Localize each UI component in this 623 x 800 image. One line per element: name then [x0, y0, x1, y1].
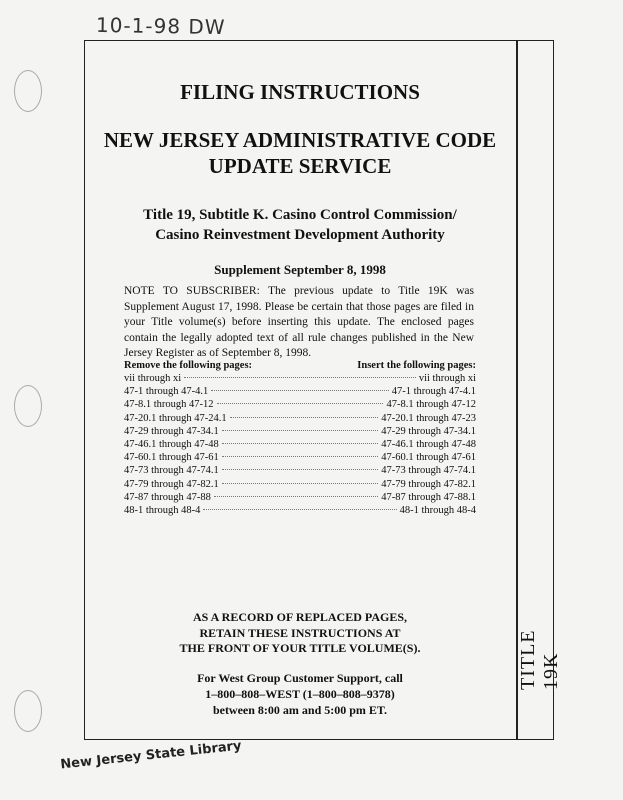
leader-dots	[217, 403, 384, 404]
table-row	[124, 439, 476, 452]
punch-hole	[14, 70, 42, 112]
insert-pages: vii through xi	[418, 373, 476, 384]
insert-pages: 47-29 through 47-34.1	[381, 425, 476, 437]
code-title-line: UPDATE SERVICE	[208, 154, 392, 178]
table-row	[124, 492, 476, 505]
leader-dots	[222, 456, 378, 457]
handwritten-date-note: 10-1-98 DW	[95, 12, 226, 40]
insert-pages: 47-20.1 through 47-23	[381, 412, 476, 424]
remove-pages: 47-29 through 47-34.1	[124, 425, 219, 437]
table-row	[124, 505, 476, 518]
remove-pages: 47-20.1 through 47-24.1	[124, 412, 227, 424]
subtitle-line: Title 19, Subtitle K. Casino Control Commission/	[143, 207, 457, 223]
insert-pages: 47-79 through 47-82.1	[381, 478, 476, 490]
leader-dots	[214, 496, 378, 497]
leader-dots	[230, 417, 379, 418]
record-line: THE FRONT OF YOUR TITLE VOLUME(S).	[179, 641, 421, 655]
table-row	[124, 399, 476, 412]
subtitle	[84, 205, 516, 245]
punch-hole	[14, 690, 42, 732]
customer-support	[84, 670, 516, 718]
insert-header: Insert the following pages:	[357, 360, 476, 371]
leader-dots	[203, 509, 396, 510]
support-line: For West Group Customer Support, call	[197, 671, 403, 685]
library-stamp: New Jersey State Library	[59, 738, 243, 773]
leader-dots	[184, 377, 416, 378]
insert-pages: 48-1 through 48-4	[399, 504, 476, 516]
remove-header: Remove the following pages:	[124, 360, 253, 371]
table-row	[124, 465, 476, 478]
table-row	[124, 373, 476, 386]
title-side-tab: TITLE 19K	[517, 629, 562, 690]
subscriber-note: NOTE TO SUBSCRIBER: The previous update to Title 19K was Supplement August 17, 1998. Please be certain that those pages are filed in your Title volume(s) before inserting this update. The enclosed pages contain the legally adopted text of all rule changes published in the New Jersey Register as of September 8, 1998.	[124, 285, 474, 359]
remove-pages: 47-73 through 47-74.1	[124, 465, 219, 477]
leader-dots	[222, 483, 378, 484]
insert-pages: 47-87 through 47-88.1	[381, 491, 476, 503]
leader-dots	[211, 390, 388, 391]
remove-pages: 47-1 through 47-4.1	[124, 386, 209, 398]
pages-table	[124, 360, 476, 518]
remove-pages: 47-8.1 through 47-12	[124, 399, 214, 411]
table-row	[124, 479, 476, 492]
remove-pages: 48-1 through 48-4	[124, 504, 201, 516]
leader-dots	[222, 469, 378, 470]
leader-dots	[222, 430, 378, 431]
table-row	[124, 386, 476, 399]
insert-pages: 47-60.1 through 47-61	[381, 452, 476, 464]
remove-pages: 47-60.1 through 47-61	[124, 452, 219, 464]
remove-pages: 47-87 through 47-88	[124, 491, 211, 503]
leader-dots	[222, 443, 378, 444]
insert-pages: 47-1 through 47-4.1	[391, 386, 476, 398]
record-line: RETAIN THESE INSTRUCTIONS AT	[199, 625, 401, 640]
support-hours: between 8:00 am and 5:00 pm ET.	[212, 703, 388, 717]
table-row	[124, 426, 476, 439]
punch-hole	[14, 385, 42, 427]
page-title: FILING INSTRUCTIONS	[180, 80, 420, 104]
remove-pages: 47-79 through 47-82.1	[124, 478, 219, 490]
code-title-line: NEW JERSEY ADMINISTRATIVE CODE	[103, 128, 497, 152]
table-row	[124, 452, 476, 465]
table-header	[124, 360, 476, 371]
insert-pages: 47-46.1 through 47-48	[381, 438, 476, 450]
supplement-date: Supplement September 8, 1998	[214, 262, 386, 277]
remove-pages: 47-46.1 through 47-48	[124, 438, 219, 450]
record-instructions	[84, 610, 516, 657]
insert-pages: 47-73 through 47-74.1	[381, 465, 476, 477]
support-phone: 1–800–808–WEST (1–800–808–9378)	[205, 687, 395, 701]
table-row	[124, 413, 476, 426]
record-line: AS A RECORD OF REPLACED PAGES,	[192, 610, 408, 624]
subtitle-line: Casino Reinvestment Development Authority	[155, 227, 445, 243]
insert-pages: 47-8.1 through 47-12	[386, 399, 476, 411]
code-title	[84, 127, 516, 179]
remove-pages: vii through xi	[124, 373, 182, 384]
